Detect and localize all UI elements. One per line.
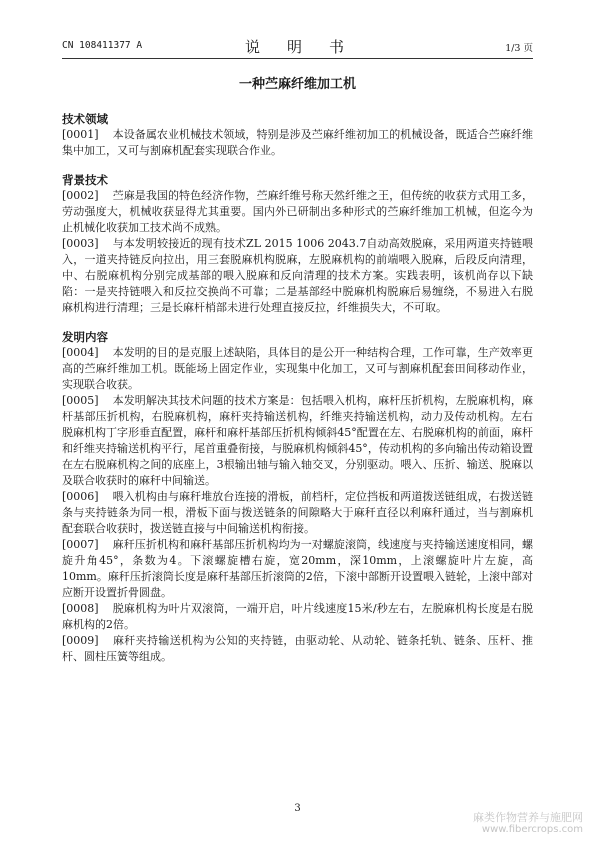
paragraph-0007 xyxy=(62,537,533,601)
paragraph-text: 本发明解决其技术问题的技术方案是：包括喂入机构，麻杆压折机构，左脱麻机构，麻杆基部压折机构，右脱麻机构，麻杆夹持输送机构，纤维夹持输送机构，动力及传动机构。左右脱麻机构丁字形垂直配置，麻杆和麻杆基部压折机构倾斜45°配置在左、右脱麻机构的前面，麻杆和纤维夹持输送机构平行，尾首重叠衔接，与脱麻机构倾斜45°，传动机构的多向输出传动箱设置在左右脱麻机构之间的底座上，3根输出轴与输入轴交叉，分别驱动。喂入、压折、输送、脱麻以及联合收获时的麻秆中间输送。 xyxy=(62,394,533,487)
section-heading-tech-field: 技术领域 xyxy=(62,112,108,126)
paragraph-text: 脱麻机构为叶片双滚筒，一端开启，叶片线速度15米/秒左右，左脱麻机构长度是右脱麻机构的2倍。 xyxy=(62,602,533,631)
paragraph-number: [0003] xyxy=(62,237,99,250)
paragraph-text: 本设备属农业机械技术领域，特别是涉及苎麻纤维初加工的机械设备，既适合苎麻纤维集中加工，又可与割麻机配套实现联合作业。 xyxy=(62,128,533,157)
paragraph-text: 麻秆压折机构和麻秆基部压折机构均为一对螺旋滚筒，线速度与夹持输送速度相同，螺旋升角45°，条数为4。下滚螺旋槽右旋，宽20mm，深10mm，上滚螺旋叶片左旋，高10mm。麻秆压折滚筒长度是麻秆基部压折滚筒的2倍，下滚中部断开设置喂入链轮，上滚中部对应断开设置折骨圆盘。 xyxy=(62,538,533,599)
document-type: 说 明 书 xyxy=(244,38,350,56)
watermark-site-name: 麻类作物营养与施肥网 xyxy=(473,811,583,824)
page-indicator: 1/3 页 xyxy=(505,43,533,54)
page-number: 3 xyxy=(294,803,301,814)
document-id: CN 108411377 A xyxy=(62,40,143,51)
paragraph-0006 xyxy=(62,489,533,537)
document-title: 一种苎麻纤维加工机 xyxy=(238,77,356,92)
watermark xyxy=(473,811,583,836)
paragraph-0001 xyxy=(62,127,533,159)
paragraph-0005 xyxy=(62,393,533,489)
paragraph-number: [0006] xyxy=(62,490,99,503)
paragraph-number: [0004] xyxy=(62,346,99,359)
paragraph-text: 苎麻是我国的特色经济作物，苎麻纤维号称天然纤维之王，但传统的收获方式用工多，劳动强度大，机械收获显得尤其重要。国内外已研制出多种形式的苎麻纤维加工机械，但迄今为止机械化收获加工技术尚不成熟。 xyxy=(62,189,533,234)
paragraph-number: [0005] xyxy=(62,394,99,407)
paragraph-number: [0008] xyxy=(62,602,99,615)
section-heading-background: 背景技术 xyxy=(62,173,108,187)
paragraph-number: [0007] xyxy=(62,538,99,551)
page-header xyxy=(62,36,533,58)
paragraph-0008 xyxy=(62,601,533,633)
paragraph-0002 xyxy=(62,188,533,236)
paragraph-text: 本发明的目的是克服上述缺陷，具体目的是公开一种结构合理，工作可靠，生产效率更高的苎麻纤维加工机。既能场上固定作业，实现集中化加工，又可与割麻机配套田间移动作业，实现联合收获。 xyxy=(62,346,533,391)
paragraph-number: [0009] xyxy=(62,634,99,647)
paragraph-text: 喂入机构由与麻秆堆放台连接的滑板，前档杆，定位挡板和两道拨送链组成，右拨送链条与夹持链条为同一根，滑板下面与拨送链条的间隙略大于麻秆直径以利麻秆通过，当与割麻机配套联合收获时，拨送链直接与中间输送机构衔接。 xyxy=(62,490,533,535)
section-heading-content: 发明内容 xyxy=(62,330,108,344)
paragraph-number: [0001] xyxy=(62,128,99,141)
paragraph-text: 与本发明较接近的现有技术ZL 2015 1006 2043.7自动高效脱麻，采用两道夹持链喂入，一道夹持链反向拉出，用三套脱麻机构脱麻，左脱麻机构的前端喂入脱麻，后段反向清理，中、右脱麻机构分别完成基部的喂入脱麻和反向清理的技术方案。实践表明，该机尚存以下缺陷：一是夹持链喂入和反拉交换尚不可靠；二是基部经中脱麻机构脱麻后易缠绕，不易进入右脱麻机构进行清理；三是长麻杆梢部未进行处理直接反拉，纤维损失大，不可取。 xyxy=(62,237,533,314)
watermark-url: www.fibercrops.com xyxy=(481,824,583,835)
header-divider xyxy=(62,58,533,59)
document-body xyxy=(62,111,533,665)
paragraph-text: 麻秆夹持输送机构为公知的夹持链，由驱动轮、从动轮、链条托轨、链条、压杆、推杆、圆柱压簧等组成。 xyxy=(62,634,533,663)
paragraph-0004 xyxy=(62,345,533,393)
paragraph-0003 xyxy=(62,236,533,316)
paragraph-0009 xyxy=(62,633,533,665)
paragraph-number: [0002] xyxy=(62,189,99,202)
